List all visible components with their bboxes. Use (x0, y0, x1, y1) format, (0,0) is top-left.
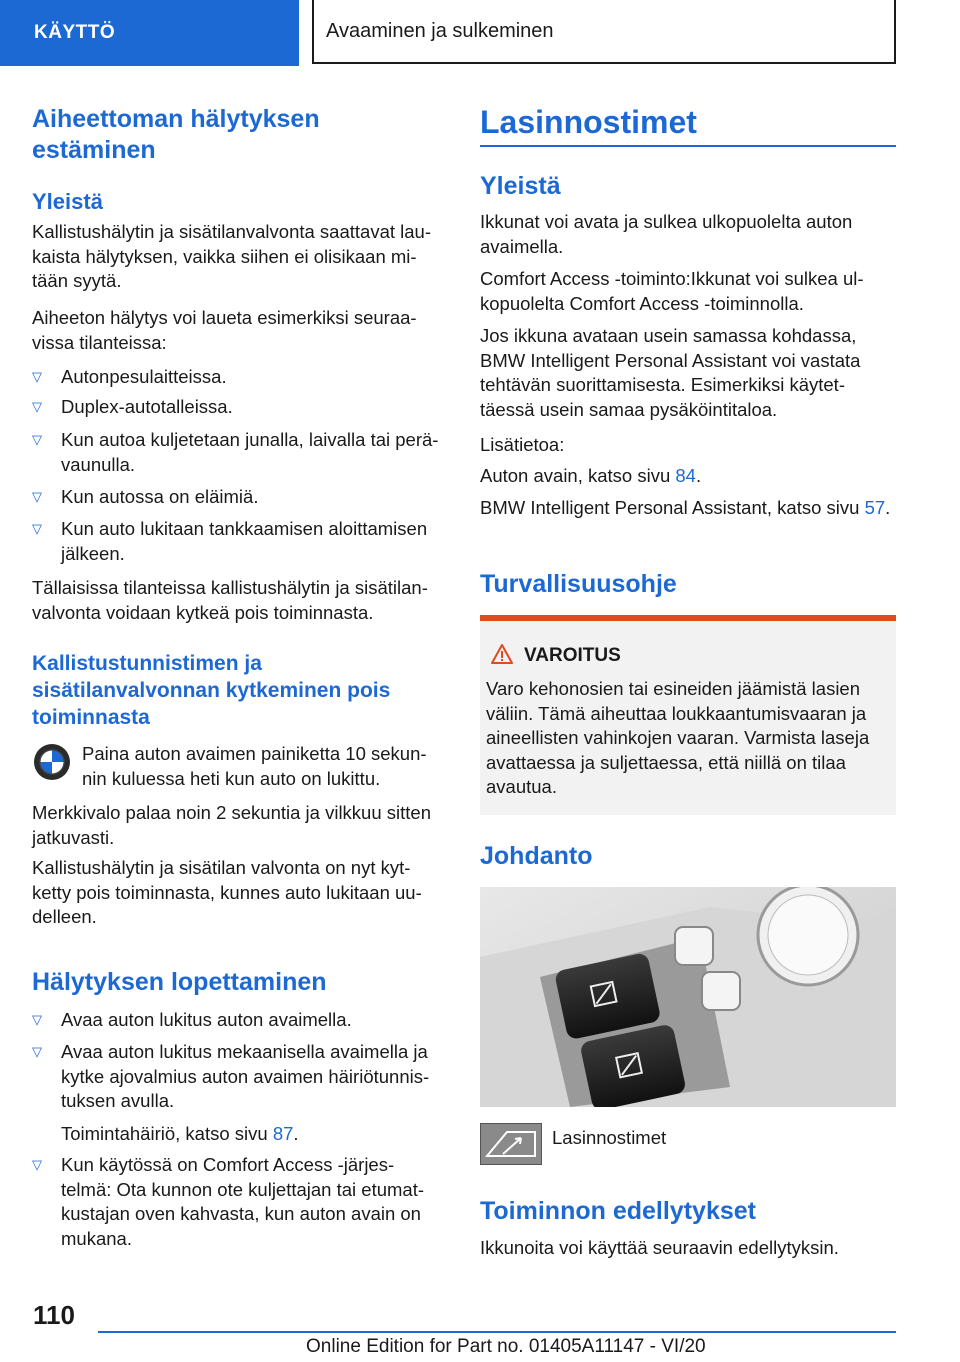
page-link[interactable]: 84 (675, 465, 696, 486)
warning-triangle-icon (490, 643, 514, 665)
warning-title: VAROITUS (524, 645, 621, 666)
heading-requirements: Toiminnon edellytykset (480, 1197, 756, 1225)
bullet-triangle-icon: ▽ (32, 1012, 42, 1027)
chapter-tab: KÄYTTÖ (0, 0, 299, 66)
heading-false-alarm: Aiheettoman hälytyksen estäminen (32, 105, 320, 164)
bullet-triangle-icon: ▽ (32, 489, 42, 504)
page-link[interactable]: 57 (864, 497, 886, 518)
paragraph: Kallistushälytin ja sisätilanvalvonta saattavat lau-kaista hälytyksen, vaikka siihen ei olisikaan mi-tään syytä. (32, 221, 431, 291)
footer-edition: Online Edition for Part no. 01405A11147 - VI/20 (306, 1336, 706, 1357)
window-switch-photo (480, 887, 896, 1107)
warning-text: Varo kehonosien tai esineiden jäämistä lasien väliin. Tämä aiheuttaa loukkaantumisvaaran ja aineellisten vahinkojen vaaran. Varmista laseja avattaessa ja suljettaessa, että niillä on tilaa avautua. (486, 678, 870, 797)
bullet-triangle-icon: ▽ (32, 432, 42, 447)
heading-window-lifts: Lasinnostimet (480, 104, 697, 140)
section-title: Avaaminen ja sulkeminen (312, 0, 896, 64)
paragraph: Tällaisissa tilanteissa kallistushälytin ja sisätilan-valvonta voidaan kytkeä pois toiminnasta. (32, 577, 428, 623)
paragraph: Merkkivalo palaa noin 2 sekuntia ja vilkkuu sitten jatkuvasti. (32, 802, 431, 848)
paragraph: Paina auton avaimen painiketta 10 sekun-nin kuluessa heti kun auto on lukittu. (82, 743, 427, 789)
heading-general: Yleistä (32, 189, 103, 214)
paragraph: Comfort Access -toiminto:Ikkunat voi sulkea ul-kopuolelta Comfort Access -toiminnolla. (480, 268, 864, 314)
footer-divider (98, 1331, 896, 1333)
page-link[interactable]: 87 (272, 1123, 294, 1144)
paragraph: Aiheeton hälytys voi laueta esimerkiksi seuraa-vissa tilanteissa: (32, 307, 417, 353)
bullet-triangle-icon: ▽ (32, 521, 42, 536)
heading-disable-sensors: Kallistustunnistimen ja sisätilanvalvonnan kytkeminen pois toiminnasta (32, 652, 391, 729)
paragraph: Ikkunat voi avata ja sulkea ulkopuolelta auton avaimella. (480, 211, 853, 257)
cross-reference: Auton avain, katso sivu 84. (480, 465, 702, 486)
bullet-triangle-icon: ▽ (32, 1044, 42, 1059)
bullet-triangle-icon: ▽ (32, 1157, 42, 1172)
heading-safety: Turvallisuusohje (480, 570, 677, 598)
car-key-icon (32, 742, 72, 782)
title-divider (480, 145, 896, 147)
paragraph: Kallistushälytin ja sisätilan valvonta on nyt kyt-ketty pois toiminnasta, kunnes auto lukitaan uu-delleen. (32, 857, 422, 927)
window-lift-icon (480, 1123, 542, 1165)
cross-reference: Toimintahäiriö, katso sivu 87. (61, 1123, 299, 1144)
figure-caption: Lasinnostimet (552, 1127, 667, 1148)
bullet-triangle-icon: ▽ (32, 369, 42, 384)
paragraph: Jos ikkuna avataan usein samassa kohdassa, BMW Intelligent Personal Assistant voi vastata tehtävän suorittamisesta. Esimerkiksi käytet-täessä usein samaa pysäköintitaloa. (480, 325, 861, 420)
cross-reference: BMW Intelligent Personal Assistant, katso sivu 57. (480, 497, 891, 518)
heading-introduction: Johdanto (480, 842, 593, 870)
paragraph: Lisätietoa: (480, 434, 565, 455)
page-number: 110 (33, 1300, 75, 1330)
heading-stop-alarm: Hälytyksen lopettaminen (32, 968, 327, 996)
heading-general: Yleistä (480, 172, 561, 200)
paragraph: Ikkunoita voi käyttää seuraavin edellytyksin. (480, 1237, 839, 1258)
bullet-triangle-icon: ▽ (32, 399, 42, 414)
warning-box (480, 615, 896, 815)
